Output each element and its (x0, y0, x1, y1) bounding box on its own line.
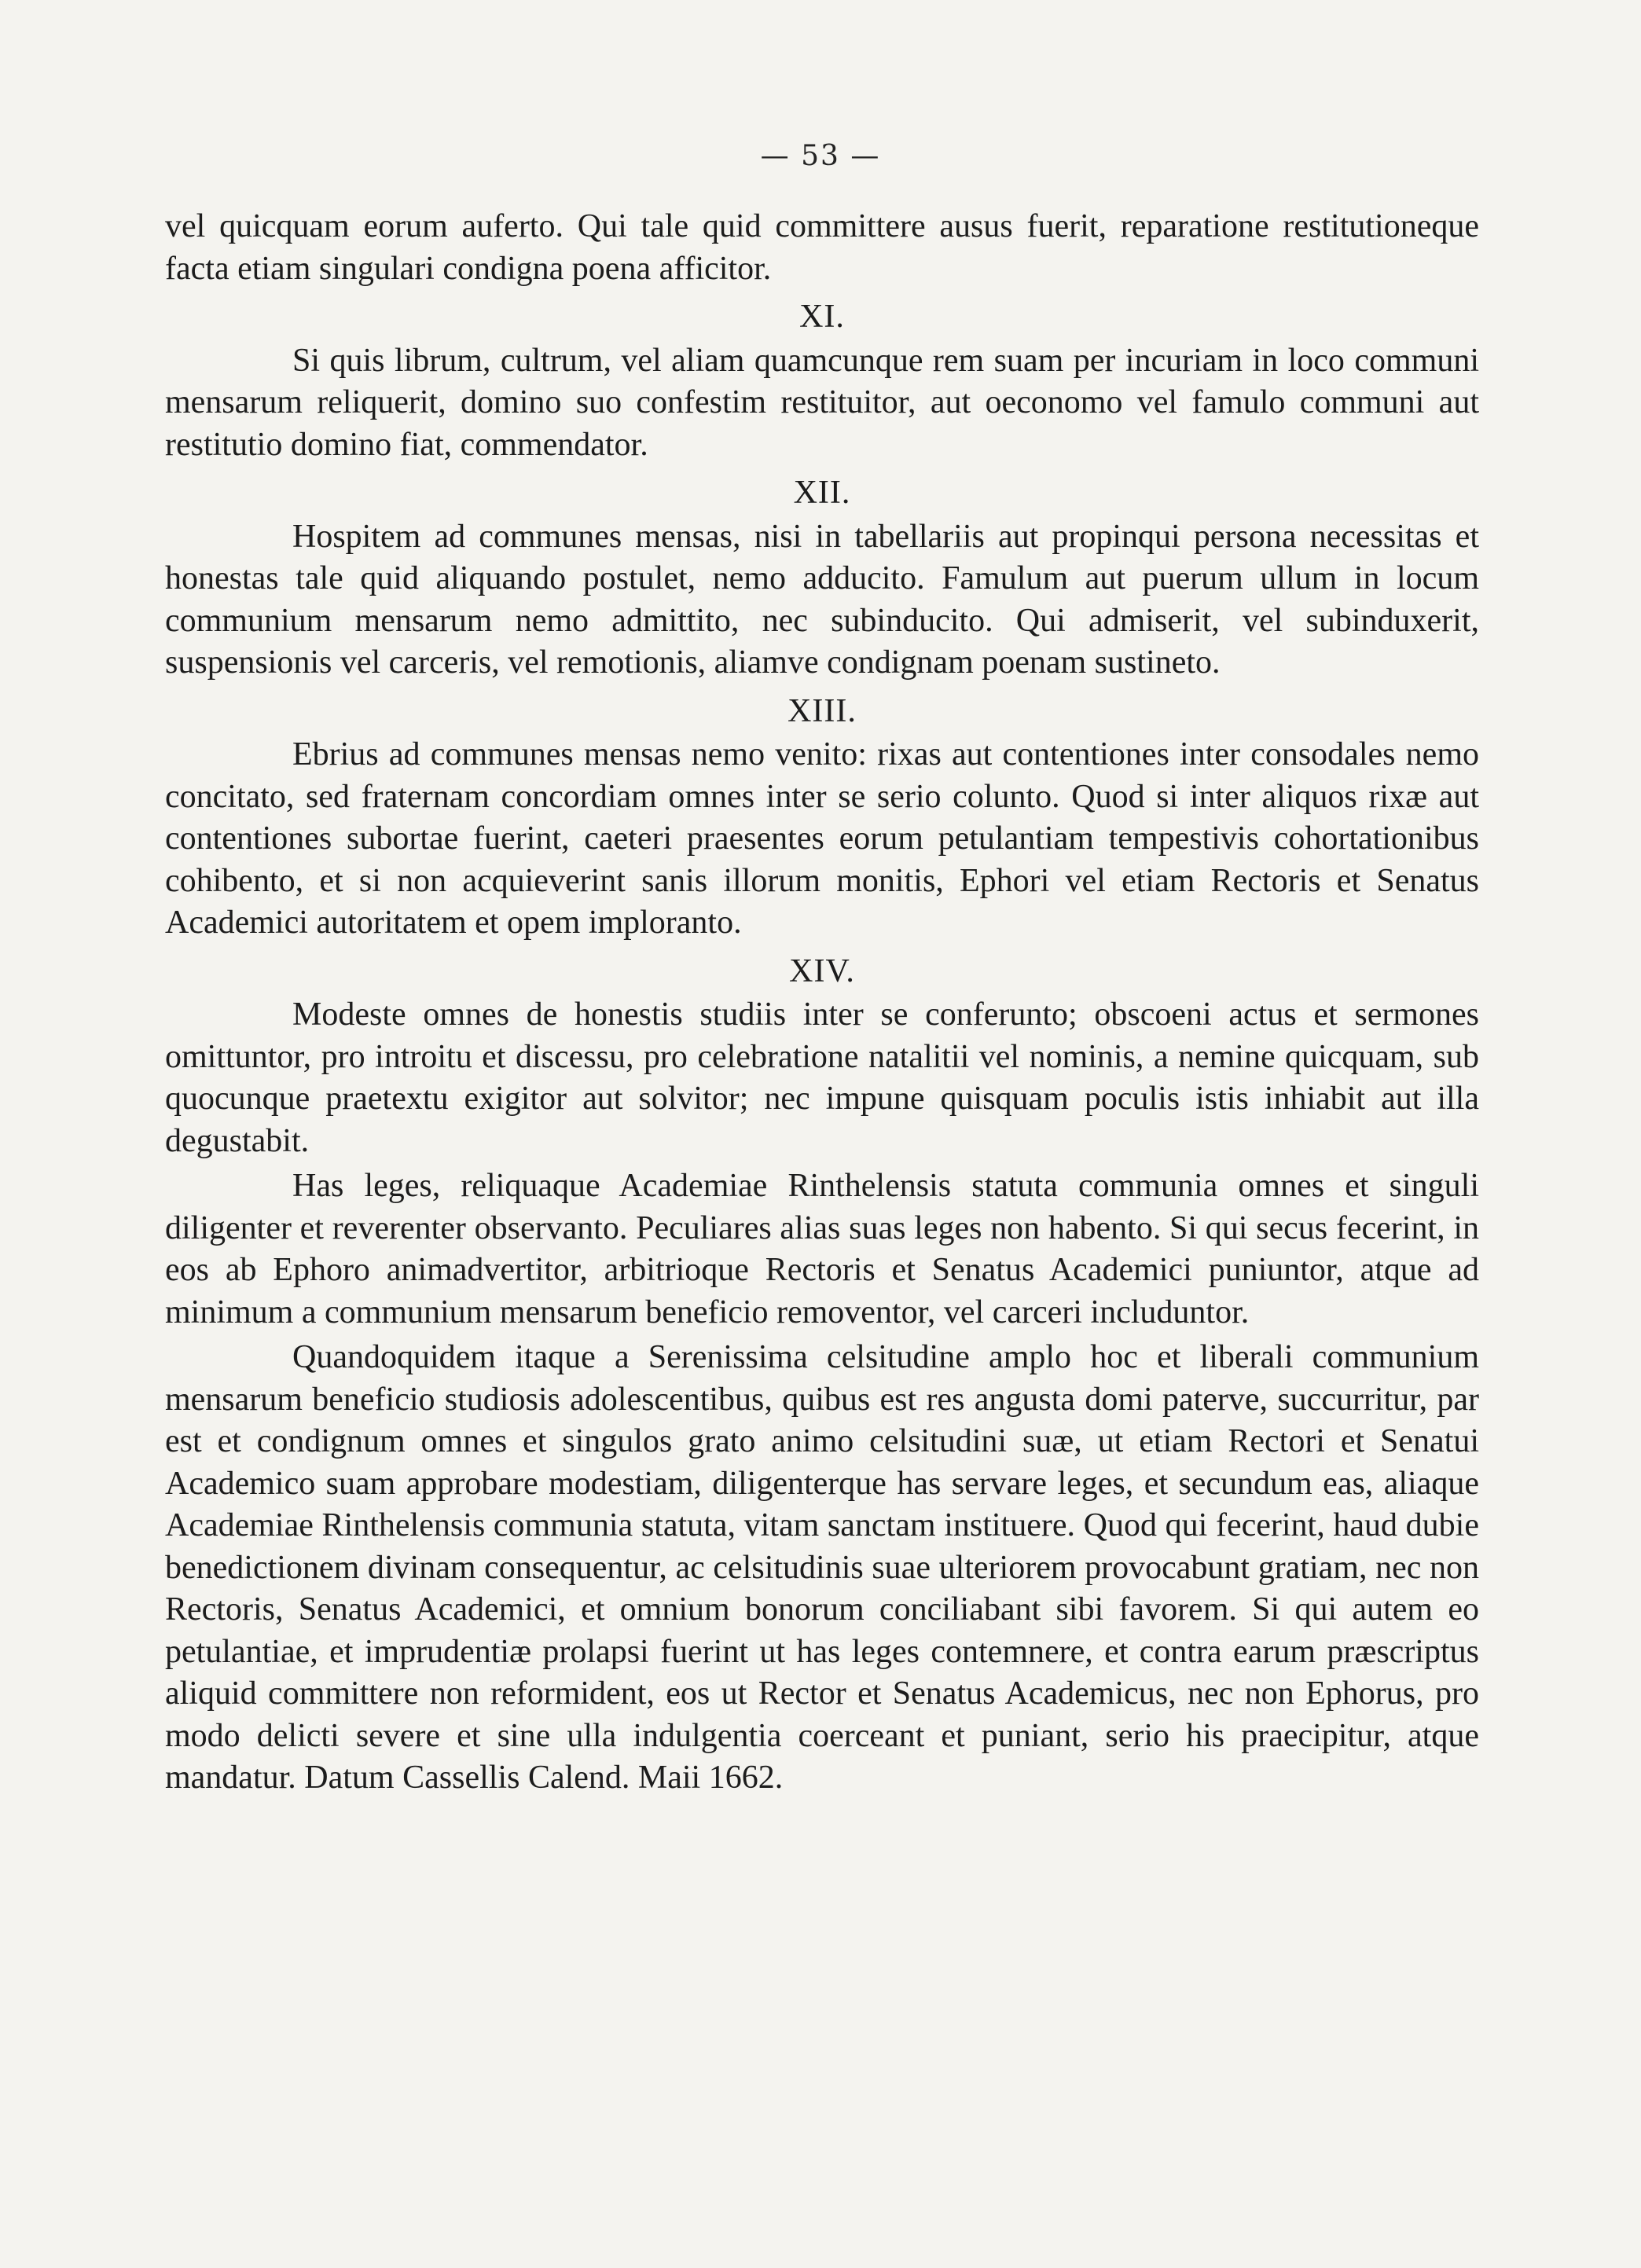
section-text-xii: Hospitem ad communes mensas, nisi in tabellariis aut propinqui persona necessitas et honestas tale quid aliquando postulet, nemo adducito. Famulum aut puerum ullum in locum communium mensarum nemo admittito, nec subinducito. Qui admiserit, vel subinduxerit, suspensionis vel carceris, vel remotionis, aliamve condignam poenam sustineto. (165, 518, 1479, 681)
section-heading-xiv: XIV. (789, 952, 855, 989)
intro-paragraph: vel quicquam eorum auferto. Qui tale quid committere ausus fuerit, reparatione restitutioneque facta etiam singulari condigna poena afficitor. (165, 208, 1479, 287)
closing-paragraph-quandoquidem: Quandoquidem itaque a Serenissima celsitudine amplo hoc et liberali communium mensarum beneficio studiosis adolescentibus, quibus est res angusta domi paterve, succurritur, par est et condignum omnes et singulos grato animo celsitudini suæ, ut etiam Rectori et Senatui Academico suam approbare modestiam, diligenterque has servare leges, et secundum eas, aliaque Academiae Rinthelensis communia statuta, vitam sanctam instituere. Quod qui fecerint, haud dubie benedictionem divinam consequentur, ac celsitudinis suae ulteriorem provocabunt gratiam, nec non Rectoris, Senatus Academici, et omnium bonorum conciliabant sibi favorem. Si qui autem eo petulantiae, et imprudentiæ prolapsi fuerint ut has leges contemnere, et contra earum præscriptus aliquid committere non reformident, eos ut Rector et Senatus Academicus, nec non Ephorus, pro modo delicti severe et sine ulla indulgentia coerceant et puniant, serio his praecipitur, atque mandatur. Datum Cassellis Calend. Maii 1662. (165, 1339, 1479, 1796)
section-heading-xi: XI. (799, 299, 845, 335)
section-text-xiv: Modeste omnes de honestis studiis inter se conferunto; obscoeni actus et sermones omittuntor, pro introitu et discessu, pro celebratione natalitii vel nominis, a nemine quicquam, sub quocunque praetextu exigitor aut solvitor; nec impune quisquam poculis istis inhiabit aut illa degustabit. (165, 996, 1479, 1159)
closing-paragraph-leges: Has leges, reliquaque Academiae Rinthelensis statuta communia omnes et singuli diligenter et reverenter observanto. Peculiares alias suas leges non habento. Si qui secus fecerint, in eos ab Ephoro animadvertitor, arbitrioque Rectoris et Senatus Academici puniuntor, atque ad minimum a communium mensarum beneficio removentor, vel carceri includuntor. (165, 1168, 1479, 1330)
section-text-xiii: Ebrius ad communes mensas nemo venito: rixas aut contentiones inter consodales nemo concitato, sed fraternam concordiam omnes inter se serio colunto. Quod si inter aliquos rixæ aut contentiones subortae fuerint, caeteri praesentes eorum petulantiam tempestivis cohortationibus cohibento, et si non acquieverint sanis illorum monitis, Ephori vel etiam Rectoris et Senatus Academici autoritatem et opem imploranto. (165, 736, 1479, 941)
section-heading-xiii: XIII. (787, 692, 857, 729)
section-heading-xii: XII. (793, 475, 851, 511)
page-number: — 53 — (760, 140, 881, 172)
body-text (165, 206, 1479, 1800)
section-text-xi: Si quis librum, cultrum, vel aliam quamcunque rem suam per incuriam in loco communi mensarum reliquerit, domino suo confestim restituitor, aut oeconomo vel famulo communi aut restitutio domino fiat, commendator. (165, 342, 1479, 463)
